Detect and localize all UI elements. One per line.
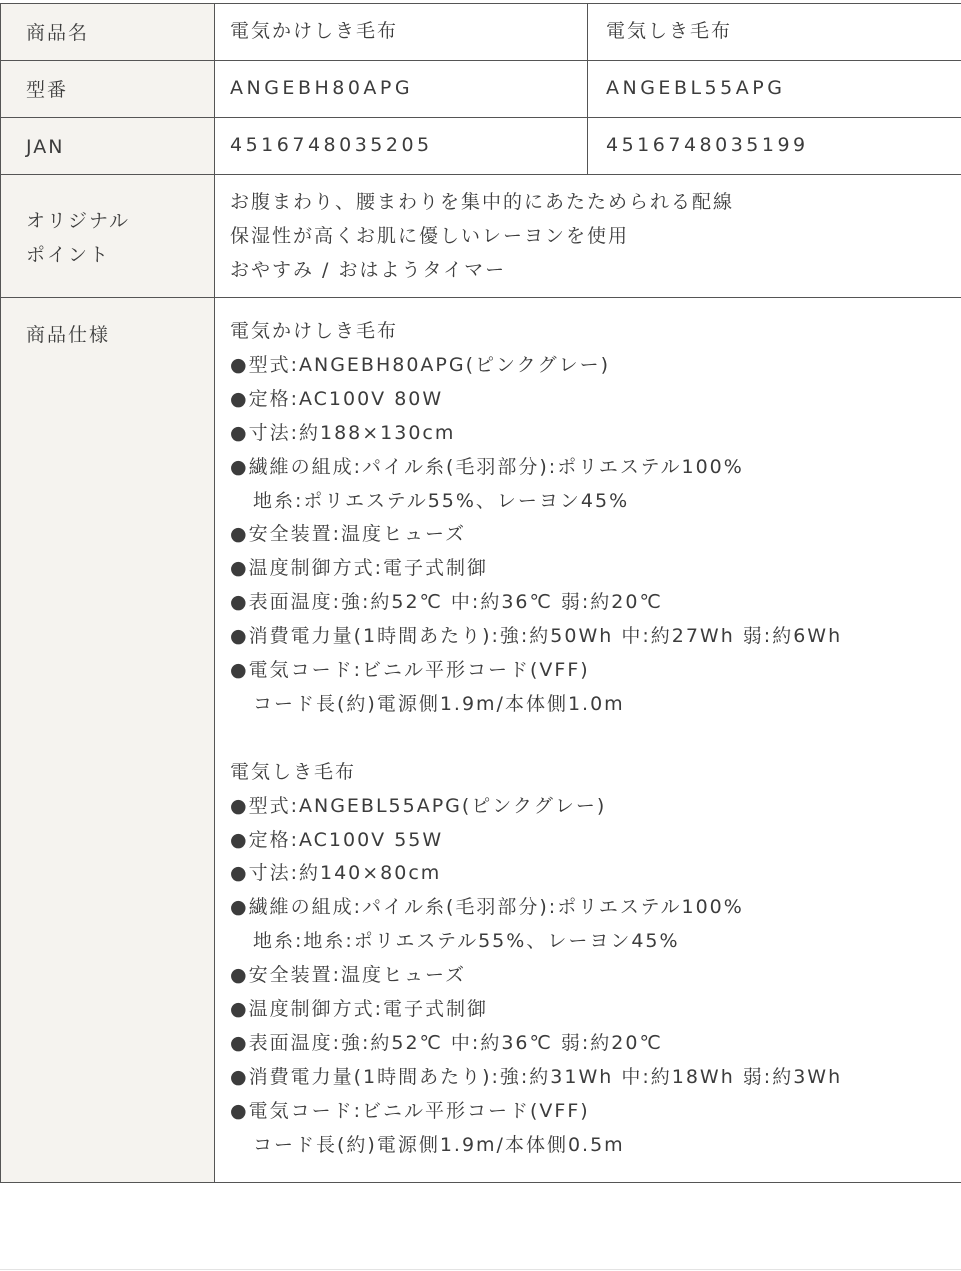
spec-item: ●安全装置:温度ヒューズ (230, 523, 467, 546)
divider (0, 1269, 961, 1270)
label-line: オリジナル (26, 210, 131, 232)
jan-code-1: 4516748035205 (230, 134, 433, 156)
point-item: おやすみ / おはようタイマー (230, 259, 507, 281)
value-cell (588, 61, 961, 118)
spec-item: ●消費電力量(1時間あたり):強:約50Wh 中:約27Wh 弱:約6Wh (230, 625, 843, 648)
row-model-number (1, 61, 961, 118)
spec-item: コード長(約)電源側1.9m/本体側0.5m (253, 1133, 625, 1156)
spec-item: 地糸:ポリエステル55%、レーヨン45% (253, 489, 630, 512)
label-cell (1, 175, 215, 298)
product-name-1: 電気かけしき毛布 (230, 20, 399, 42)
label-model-number: 型番 (26, 79, 69, 101)
spec-item: ●電気コード:ビニル平形コード(VFF) (230, 659, 590, 682)
row-jan (1, 118, 961, 175)
spec-item: ●型式:ANGEBL55APG(ピンクグレー) (230, 794, 607, 817)
spec-item: ●繊維の組成:パイル糸(毛羽部分):ポリエステル100% (230, 896, 744, 919)
value-cell (215, 175, 961, 298)
label-cell (1, 118, 215, 175)
spec-title: 電気かけしき毛布 (230, 320, 399, 342)
point-item: お腹まわり、腰まわりを集中的にあたためられる配線 (230, 191, 735, 213)
row-specifications (1, 298, 961, 1183)
label-line: ポイント (26, 244, 111, 266)
spec-table (0, 3, 961, 1183)
value-cell (215, 298, 961, 1183)
spec-item: ●表面温度:強:約52℃ 中:約36℃ 弱:約20℃ (230, 591, 663, 614)
model-number-2: ANGEBL55APG (606, 77, 786, 99)
spec-item: ●表面温度:強:約52℃ 中:約36℃ 弱:約20℃ (230, 1032, 663, 1055)
spec-item: ●安全装置:温度ヒューズ (230, 964, 467, 987)
spec-item: ●繊維の組成:パイル糸(毛羽部分):ポリエステル100% (230, 455, 744, 478)
label-jan: JAN (26, 136, 65, 158)
spec-item: ●温度制御方式:電子式制御 (230, 998, 488, 1021)
value-cell (588, 118, 961, 175)
spec-item: ●電気コード:ビニル平形コード(VFF) (230, 1099, 590, 1122)
spec-item: コード長(約)電源側1.9m/本体側1.0m (253, 692, 625, 715)
value-cell (588, 4, 961, 61)
label-original-points (1, 175, 214, 272)
label-specifications: 商品仕様 (26, 324, 111, 346)
points-list (215, 175, 961, 287)
row-original-points (1, 175, 961, 298)
spec-item: ●定格:AC100V 55W (230, 828, 444, 851)
label-cell (1, 4, 215, 61)
value-cell (215, 4, 588, 61)
row-product-name (1, 4, 961, 61)
spec-item: ●寸法:約188×130cm (230, 421, 456, 444)
label-cell (1, 298, 215, 1183)
value-cell (215, 118, 588, 175)
spec-list (215, 298, 961, 1163)
spec-title: 電気しき毛布 (230, 760, 357, 783)
spec-item: 地糸:地糸:ポリエステル55%、レーヨン45% (253, 930, 680, 953)
label-cell (1, 61, 215, 118)
point-item: 保湿性が高くお肌に優しいレーヨンを使用 (230, 225, 630, 247)
spec-item: ●寸法:約140×80cm (230, 862, 442, 885)
spec-item: ●消費電力量(1時間あたり):強:約31Wh 中:約18Wh 弱:約3Wh (230, 1065, 843, 1088)
spec-item: ●温度制御方式:電子式制御 (230, 557, 488, 580)
spec-item: ●定格:AC100V 80W (230, 387, 444, 410)
label-product-name: 商品名 (26, 22, 90, 44)
spacer (230, 722, 961, 756)
value-cell (215, 61, 588, 118)
spec-item: ●型式:ANGEBH80APG(ピンクグレー) (230, 353, 611, 376)
model-number-1: ANGEBH80APG (230, 77, 414, 99)
product-name-2: 電気しき毛布 (606, 20, 733, 42)
jan-code-2: 4516748035199 (606, 134, 809, 156)
